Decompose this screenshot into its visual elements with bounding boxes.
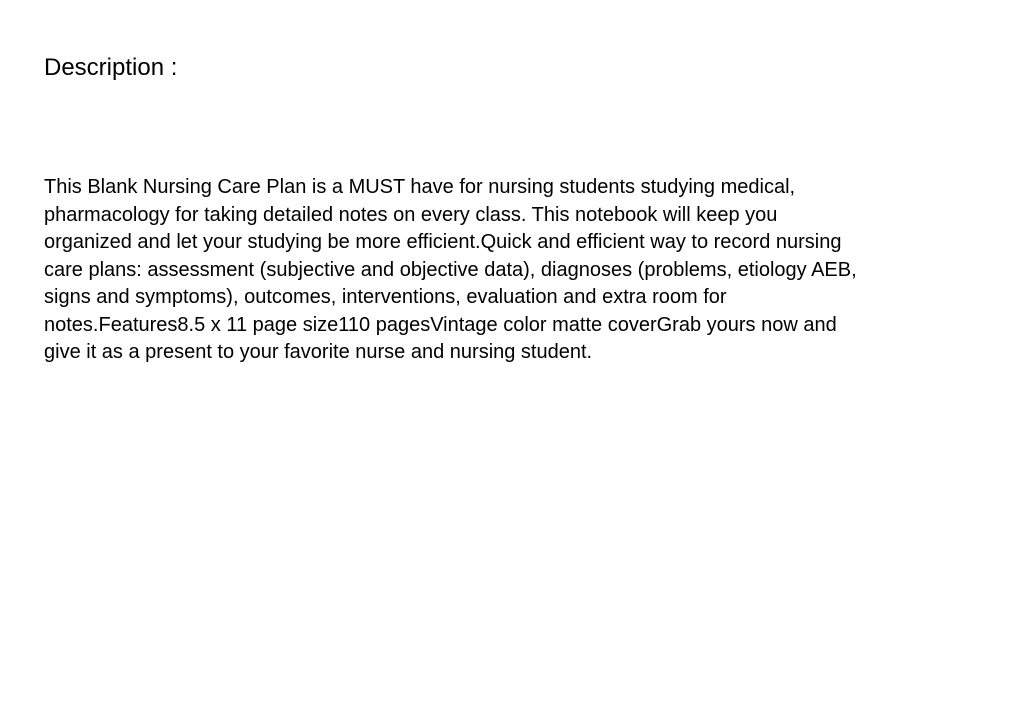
description-heading: Description : [44,54,178,81]
description-text [44,174,984,367]
description-line: signs and symptoms), outcomes, interventions, evaluation and extra room for [44,286,727,308]
description-line: care plans: assessment (subjective and objective data), diagnoses (problems, etiology AEB, [44,258,857,281]
description-line: This Blank Nursing Care Plan is a MUST have for nursing students studying medical, [44,176,796,198]
description-line: notes.Features8.5 x 11 page size110 pagesVintage color matte coverGrab yours now and [44,313,837,336]
description-line: pharmacology for taking detailed notes on every class. This notebook will keep you [44,203,778,226]
description-line: give it as a present to your favorite nurse and nursing student. [44,341,593,363]
description-line: organized and let your studying be more efficient.Quick and efficient way to record nursing [44,231,842,253]
